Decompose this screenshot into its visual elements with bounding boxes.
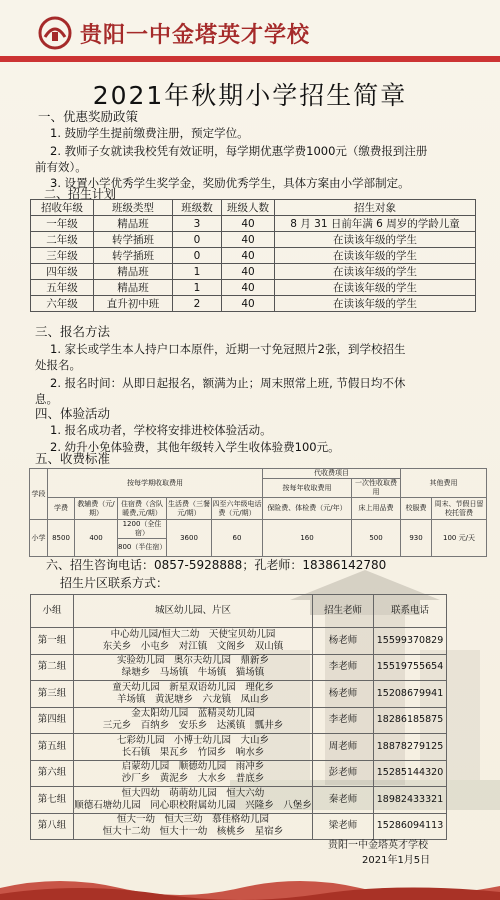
table-row: [31, 216, 476, 232]
fee-group-collection: 代收费项目: [263, 469, 401, 479]
table-row: [31, 264, 476, 280]
fee-table: [29, 468, 487, 557]
section1-line2a: 2. 教师子女就读我校凭有效证明，每学期优惠学费1000元（缴费报到注册: [50, 144, 428, 158]
table-cell: 精品班: [94, 264, 173, 280]
table-row: [31, 628, 447, 655]
region-table: [30, 594, 447, 840]
table-cell: 1: [173, 280, 222, 296]
table-cell: 转学插班: [94, 248, 173, 264]
section3-line2b: 息。: [35, 392, 58, 406]
group-cell: 第四组: [31, 707, 74, 734]
table-cell: 三年级: [31, 248, 94, 264]
phone-cell: 18286185875: [374, 707, 447, 734]
area-line: 实验幼儿园 奥尔夫幼儿园 鼎新乡: [116, 655, 269, 667]
area-cell: [74, 760, 313, 787]
teacher-cell: 李老师: [313, 654, 374, 681]
area-line: 东关乡 小屯乡 对江镇 文阁乡 双山镇: [102, 640, 284, 652]
table-cell: 转学插班: [94, 232, 173, 248]
section5-heading: 五、收费标准: [35, 451, 111, 466]
table-header-row: [31, 200, 476, 216]
page-title: 2021年秋期小学招生简章: [92, 81, 408, 110]
fee-value: 100 元/天: [432, 520, 487, 557]
table-header: 班级数: [173, 200, 222, 216]
region-subheading: 招生片区联系方式：: [60, 576, 169, 590]
area-cell: [74, 734, 313, 761]
area-line: 七彩幼儿园 小博士幼儿园 大山乡: [116, 734, 269, 746]
section1-line2b: 前有效）。: [35, 160, 87, 174]
table-cell: 在读该年级的学生: [275, 232, 476, 248]
table-header: 招生对象: [275, 200, 476, 216]
teacher-cell: 杨老师: [313, 628, 374, 655]
group-cell: 第二组: [31, 654, 74, 681]
area-line: 金太阳幼儿园 蓝精灵幼儿园: [131, 708, 255, 720]
fee-subgroup-yearly: 按每年收取费用: [263, 479, 352, 498]
table-cell: 一年级: [31, 216, 94, 232]
table-row: [31, 232, 476, 248]
table-cell: 六年级: [31, 296, 94, 312]
area-line: 绿塘乡 马场镇 牛场镇 猫场镇: [121, 667, 265, 679]
header-bar: [0, 56, 500, 62]
fee-stay-half: 800（半住宿）: [118, 539, 167, 557]
table-cell: 在读该年级的学生: [275, 248, 476, 264]
table-cell: 在读该年级的学生: [275, 296, 476, 312]
area-line: 顺德石塘幼儿园 同心职校附属幼儿园 兴隆乡 八堡乡: [74, 799, 312, 811]
fee-value: 60: [212, 520, 263, 557]
fee-value: 3600: [167, 520, 212, 557]
group-cell: 第六组: [31, 760, 74, 787]
phone-cell: 15599370829: [374, 628, 447, 655]
table-cell: 40: [222, 296, 275, 312]
table-header: 小组: [31, 595, 74, 628]
teacher-cell: 梁老师: [313, 813, 374, 840]
area-line: 三元乡 百纳乡 安乐乡 达溪镇 瓢井乡: [102, 720, 284, 732]
section3-line1b: 处报名。: [35, 358, 81, 372]
area-line: 童天幼儿园 新星双语幼儿园 理化乡: [112, 681, 274, 693]
area-cell: [74, 707, 313, 734]
area-cell: [74, 654, 313, 681]
table-row: [31, 787, 447, 814]
phone-cell: 18982433321: [374, 787, 447, 814]
table-cell: 40: [222, 264, 275, 280]
table-cell: 在读该年级的学生: [275, 280, 476, 296]
area-line: 长石镇 果瓦乡 竹园乡 响水乡: [121, 746, 265, 758]
area-cell: [74, 628, 313, 655]
area-line: 恒大十二幼 恒大十一幼 核桃乡 星宿乡: [102, 826, 284, 838]
group-cell: 第三组: [31, 681, 74, 708]
school-logo-icon: [38, 16, 72, 50]
teacher-cell: 李老师: [313, 707, 374, 734]
header: [0, 0, 500, 66]
table-row: [31, 248, 476, 264]
phone-cell: 15519755654: [374, 654, 447, 681]
table-cell: 0: [173, 232, 222, 248]
fee-col-header: 教辅费（元/期）: [75, 498, 118, 520]
section4-line2: 2. 幼升小免体验费，其他年级转入学生收体验费100元。: [50, 440, 340, 454]
table-cell: 二年级: [31, 232, 94, 248]
group-cell: 第七组: [31, 787, 74, 814]
footer-org: 贵阳一中金塔英才学校: [328, 840, 428, 851]
table-header: 班级人数: [222, 200, 275, 216]
section1-line3: 3. 设置小学优秀学生奖学金，奖励优秀学生，具体方案由小学部制定。: [50, 176, 410, 190]
section3-heading: 三、报名方法: [35, 324, 111, 339]
table-header: 班级类型: [94, 200, 173, 216]
phone-cell: 18878279125: [374, 734, 447, 761]
table-cell: 在读该年级的学生: [275, 264, 476, 280]
fee-value: 400: [75, 520, 118, 557]
fee-col-header: 住宿费（含队暖费,元/期）: [118, 498, 167, 520]
table-cell: 1: [173, 264, 222, 280]
table-cell: 40: [222, 232, 275, 248]
table-cell: 3: [173, 216, 222, 232]
fee-col-header: 学费: [48, 498, 75, 520]
section3-line1a: 1. 家长或学生本人持户口本原件，近期一寸免冠照片2张，到学校招生: [50, 342, 406, 356]
table-cell: 40: [222, 280, 275, 296]
fee-group-other: 其他费用: [401, 469, 487, 498]
table-cell: 五年级: [31, 280, 94, 296]
teacher-cell: 秦老师: [313, 787, 374, 814]
area-cell: [74, 787, 313, 814]
table-header: 招收年级: [31, 200, 94, 216]
area-cell: [74, 813, 313, 840]
table-row: [31, 760, 447, 787]
fee-col-header: 床上用品费: [352, 498, 401, 520]
table-row: [31, 734, 447, 761]
fee-col-header: 周末、节假日留校托管费: [432, 498, 487, 520]
table-cell: 0: [173, 248, 222, 264]
area-line: 恒大一幼 恒大三幼 慕佳格幼儿园: [116, 814, 269, 826]
table-header-row: [31, 595, 447, 628]
fee-col-header: 校服费: [401, 498, 432, 520]
table-header: 联系电话: [374, 595, 447, 628]
footer-wave-decoration: [0, 860, 500, 900]
phone-cell: 15208679941: [374, 681, 447, 708]
teacher-cell: 杨老师: [313, 681, 374, 708]
fee-stay-full: 1200（全住宿）: [118, 520, 167, 539]
fee-value: 8500: [48, 520, 75, 557]
fee-subgroup-once: 一次性收取费用: [352, 479, 401, 498]
section4-line1: 1. 报名成功者，学校将安排进校体验活动。: [50, 423, 272, 437]
grade-col-header: 学段: [30, 469, 48, 520]
teacher-cell: 彭老师: [313, 760, 374, 787]
fee-col-header: 四至六年级电话费（元/期）: [212, 498, 263, 520]
table-row: [31, 654, 447, 681]
table-row: [31, 280, 476, 296]
footer-date: 2021年1月5日: [362, 855, 431, 866]
phone-cell: 15286094113: [374, 813, 447, 840]
fee-value: 500: [352, 520, 401, 557]
contact-line: 六、招生咨询电话：0857-5928888；孔老师：18386142780: [46, 558, 387, 572]
table-cell: 精品班: [94, 280, 173, 296]
table-row: [31, 707, 447, 734]
table-row: [31, 296, 476, 312]
fee-col-header: 生活费（三餐 元/期）: [167, 498, 212, 520]
table-cell: 40: [222, 216, 275, 232]
table-header: 城区幼儿园、片区: [74, 595, 313, 628]
table-header: 招生老师: [313, 595, 374, 628]
table-row: [31, 681, 447, 708]
area-line: 羊场镇 黄泥塘乡 六龙镇 凤山乡: [116, 693, 269, 705]
group-cell: 第一组: [31, 628, 74, 655]
table-cell: 直升初中班: [94, 296, 173, 312]
table-cell: 8 月 31 日前年满 6 周岁的学龄儿童: [275, 216, 476, 232]
section1-heading: 一、优惠奖励政策: [38, 109, 139, 124]
fee-value: 930: [401, 520, 432, 557]
school-name: 贵阳一中金塔英才学校: [80, 22, 311, 48]
section4-heading: 四、体验活动: [35, 406, 111, 421]
grade-value: 小学: [30, 520, 48, 557]
table-cell: 40: [222, 248, 275, 264]
area-line: 沙厂乡 黄泥乡 大水乡 普底乡: [121, 773, 265, 785]
fee-group-semester: 按每学期收取费用: [48, 469, 263, 498]
section2-heading: 二、招生计划: [44, 187, 117, 201]
area-cell: [74, 681, 313, 708]
table-cell: 2: [173, 296, 222, 312]
group-cell: 第五组: [31, 734, 74, 761]
area-line: 中心幼儿园/恒大二幼 天使宝贝幼儿园: [110, 628, 276, 640]
section1-line1: 1. 鼓励学生提前缴费注册，预定学位。: [50, 126, 249, 140]
table-cell: 精品班: [94, 216, 173, 232]
fee-col-header: 保险费、体检费（元/年）: [263, 498, 352, 520]
group-cell: 第八组: [31, 813, 74, 840]
teacher-cell: 周老师: [313, 734, 374, 761]
table-cell: 四年级: [31, 264, 94, 280]
area-line: 恒大四幼 萌萌幼儿园 恒大六幼: [121, 787, 265, 799]
section3-line2a: 2. 报名时间：从即日起报名，额满为止；周末照常上班, 节假日均不休: [50, 376, 406, 390]
enrollment-table: [30, 199, 476, 312]
fee-value: 160: [263, 520, 352, 557]
area-line: 启蒙幼儿园 顺德幼儿园 雨冲乡: [121, 761, 265, 773]
phone-cell: 15285144320: [374, 760, 447, 787]
